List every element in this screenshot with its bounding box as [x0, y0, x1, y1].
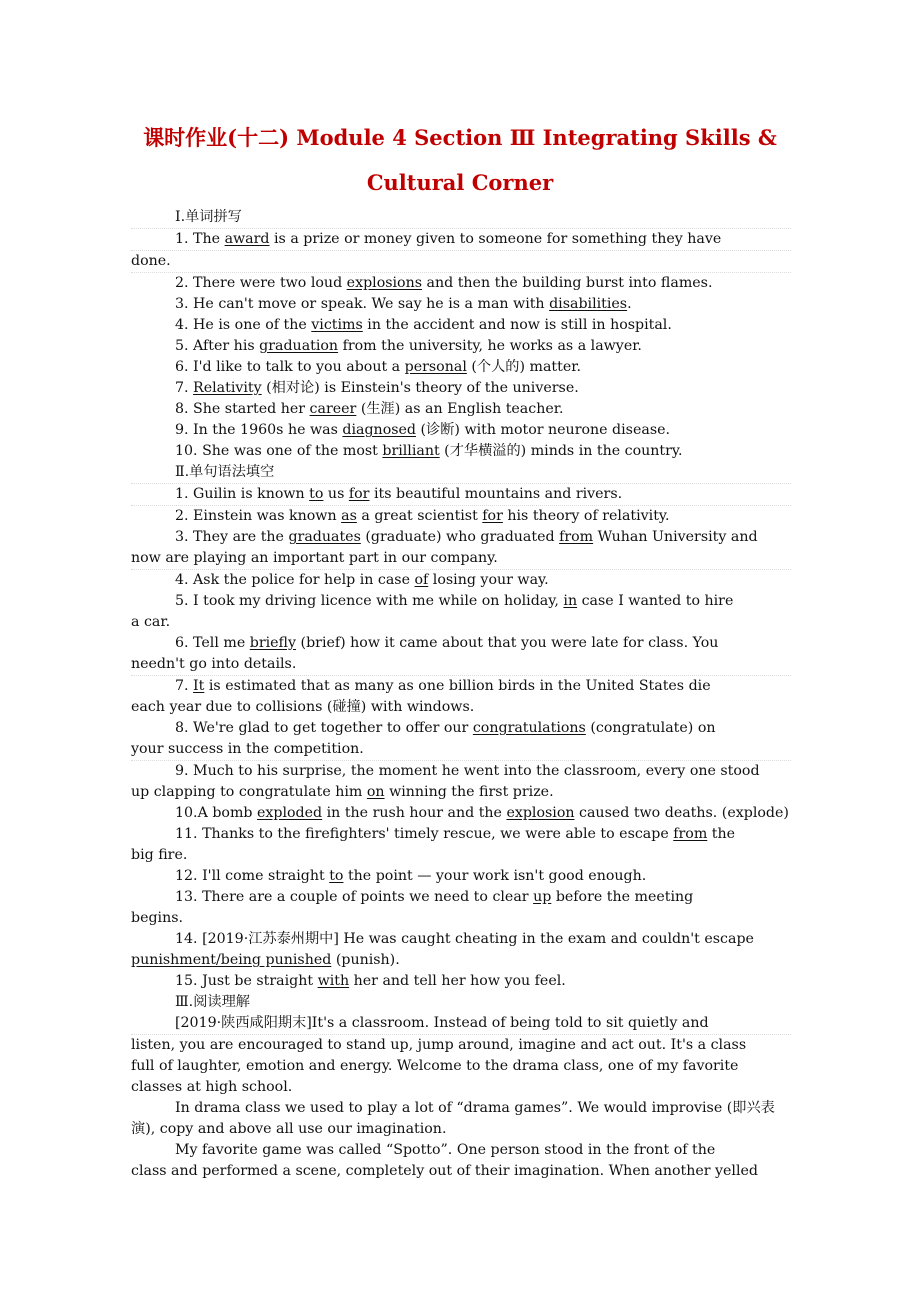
- passage-line: class and performed a scene, completely out of their imagination. When another yelled: [131, 1163, 758, 1179]
- answer: career: [309, 401, 357, 417]
- answer: from: [673, 826, 708, 842]
- answer: congratulations: [472, 720, 586, 736]
- answer: punishment/being punished: [131, 952, 332, 968]
- question-line: begins.: [131, 910, 184, 926]
- answer: with: [317, 973, 350, 989]
- answer: for: [348, 486, 370, 502]
- question-line: 12. I'll come straight to the point — your work isn't good enough.: [175, 868, 647, 884]
- answer: up: [533, 889, 552, 905]
- passage-line: My favorite game was called “Spotto”. One person stood in the front of the: [175, 1142, 716, 1158]
- passage-line: [2019·陕西咸阳期末]It's a classroom. Instead of being told to sit quietly and: [131, 1013, 791, 1035]
- question-line: 4. Ask the police for help in case of losing your way.: [175, 572, 549, 588]
- question-line: done.: [131, 251, 791, 273]
- answer: diagnosed: [342, 422, 416, 438]
- question-line: 6. I'd like to talk to you about a personal (个人的) matter.: [175, 359, 581, 375]
- question-line: 4. He is one of the victims in the accident and now is still in hospital.: [175, 317, 672, 333]
- answer: in: [563, 593, 578, 609]
- question-line: 9. In the 1960s he was diagnosed (诊断) with motor neurone disease.: [175, 422, 671, 438]
- question-line: a car.: [131, 614, 171, 630]
- answer: graduates: [288, 529, 361, 545]
- answer: briefly: [249, 635, 297, 651]
- answer: victims: [311, 317, 363, 333]
- answer: as: [341, 508, 357, 524]
- question-line: 14. [2019·江苏泰州期中] He was caught cheating in the exam and couldn't escape: [175, 931, 754, 947]
- question-line: 3. He can't move or speak. We say he is a man with disabilities.: [175, 296, 632, 312]
- question-line: 15. Just be straight with her and tell her how you feel.: [175, 973, 566, 989]
- passage-line: classes at high school.: [131, 1079, 293, 1095]
- answer: on: [366, 784, 385, 800]
- answer: of: [414, 572, 429, 588]
- question-line: 2. Einstein was known as a great scientist for his theory of relativity.: [175, 508, 670, 524]
- question-line: 5. I took my driving licence with me while on holiday, in case I wanted to hire: [175, 593, 734, 609]
- question-line: 7. It is estimated that as many as one billion birds in the United States die: [175, 678, 711, 694]
- question-line: 10. She was one of the most brilliant (才华横溢的) minds in the country.: [175, 443, 683, 459]
- question-line: needn't go into details.: [131, 654, 791, 676]
- worksheet-body: [131, 207, 791, 1182]
- passage-line: 演), copy and above all use our imagination.: [131, 1121, 447, 1137]
- answer: Relativity: [193, 380, 262, 396]
- question-line: each year due to collisions (碰撞) with windows.: [131, 699, 475, 715]
- answer: brilliant: [382, 443, 440, 459]
- question-line: 1. Guilin is known to us for its beautiful mountains and rivers.: [131, 484, 791, 506]
- answer: disabilities: [549, 296, 628, 312]
- answer: It: [193, 678, 205, 694]
- answer: to: [309, 486, 324, 502]
- question-line: 1. The award is a prize or money given to someone for something they have: [131, 229, 791, 251]
- section-heading: Ⅱ.单句语法填空: [131, 462, 791, 484]
- passage-line: listen, you are encouraged to stand up, jump around, imagine and act out. It's a class: [131, 1037, 747, 1053]
- question-line: 6. Tell me briefly (brief) how it came about that you were late for class. You: [175, 635, 719, 651]
- answer: graduation: [259, 338, 339, 354]
- answer: exploded: [257, 805, 323, 821]
- question-line: up clapping to congratulate him on winning the first prize.: [131, 784, 554, 800]
- page-title-line-2: Cultural Corner: [366, 170, 554, 195]
- question-line: 9. Much to his surprise, the moment he went into the classroom, every one stood: [175, 763, 760, 779]
- section-heading: Ⅰ.单词拼写: [131, 207, 791, 229]
- question-line: 13. There are a couple of points we need to clear up before the meeting: [175, 889, 694, 905]
- question-line: 8. We're glad to get together to offer our congratulations (congratulate) on: [175, 720, 716, 736]
- question-line: punishment/being punished (punish).: [131, 952, 400, 968]
- answer: for: [482, 508, 503, 524]
- question-line: 7. Relativity (相对论) is Einstein's theory of the universe.: [175, 380, 579, 396]
- answer: explosions: [346, 275, 423, 291]
- question-line: your success in the competition.: [131, 739, 791, 761]
- passage-line: In drama class we used to play a lot of “drama games”. We would improvise (即兴表: [175, 1100, 775, 1116]
- answer: from: [559, 529, 594, 545]
- question-line: 3. They are the graduates (graduate) who graduated from Wuhan University and: [175, 529, 758, 545]
- answer: award: [224, 231, 270, 247]
- answer: personal: [404, 359, 467, 375]
- answer: to: [329, 868, 344, 884]
- page-title-line-1: 课时作业(十二) Module 4 Section Ⅲ Integrating Skills &: [143, 125, 777, 150]
- question-line: now are playing an important part in our company.: [131, 548, 791, 570]
- question-line: 11. Thanks to the firefighters' timely rescue, we were able to escape from the: [175, 826, 736, 842]
- section-heading: Ⅲ.阅读理解: [175, 994, 250, 1010]
- question-line: 5. After his graduation from the university, he works as a lawyer.: [175, 338, 642, 354]
- passage-line: full of laughter, emotion and energy. Welcome to the drama class, one of my favorite: [131, 1058, 739, 1074]
- question-line: 8. She started her career (生涯) as an English teacher.: [175, 401, 564, 417]
- question-line: big fire.: [131, 847, 188, 863]
- question-line: 10.A bomb exploded in the rush hour and the explosion caused two deaths. (explode): [175, 805, 789, 821]
- answer: explosion: [506, 805, 575, 821]
- question-line: 2. There were two loud explosions and then the building burst into flames.: [175, 275, 713, 291]
